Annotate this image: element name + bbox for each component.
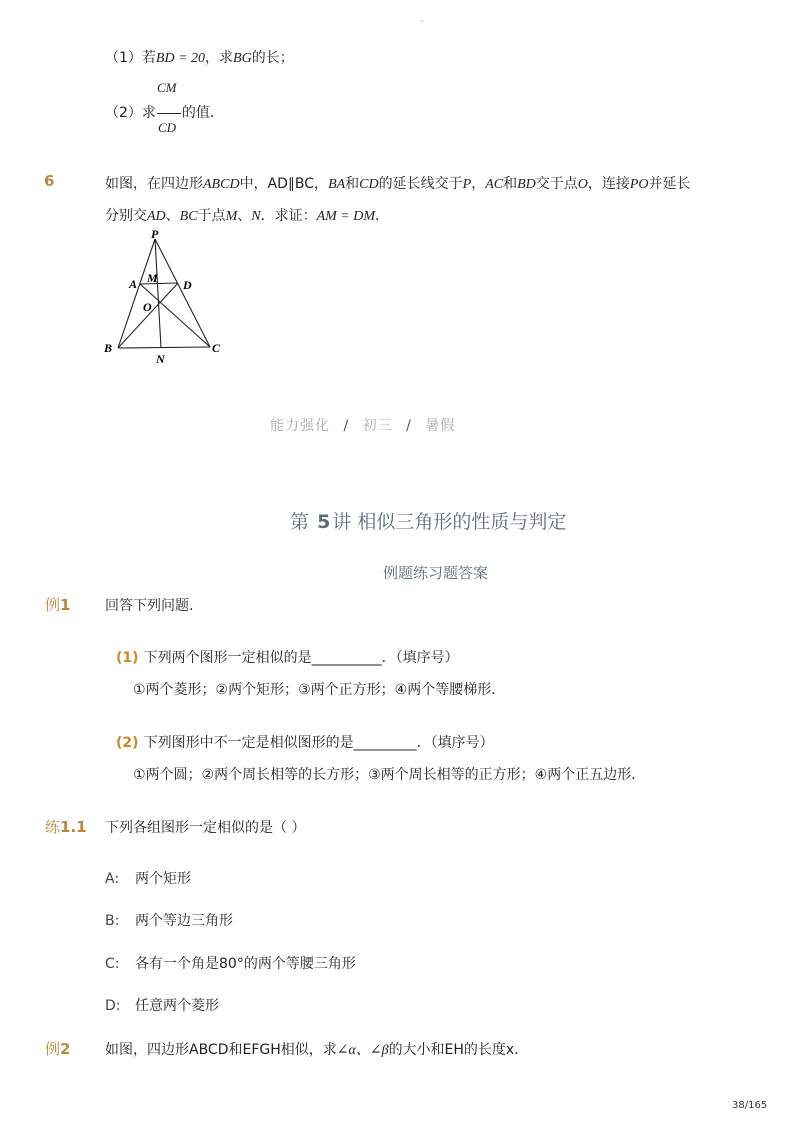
ex1-label — [45, 594, 70, 615]
label-A: A — [129, 277, 138, 291]
q6-line2-math: AM = DM — [316, 209, 376, 224]
top-mark: - — [420, 14, 424, 27]
lecture-title — [290, 507, 566, 534]
line-AD — [140, 283, 178, 284]
q6-line1-math: ABCD — [203, 177, 240, 192]
lecture-number: 5 — [317, 511, 331, 533]
choice-text: 两个等边三角形 — [135, 913, 233, 929]
ex1-sub1 — [116, 647, 459, 667]
q6-line1-text: 中，AD∥BC， — [239, 176, 329, 192]
q6-line1-text: 如图，在四边形 — [105, 176, 203, 192]
choice-text: 各有一个角是80°的两个等腰三角形 — [135, 956, 356, 972]
ex2-text — [105, 1039, 528, 1059]
ex2-math: ∠α、∠β — [336, 1043, 389, 1058]
label-C: C — [212, 341, 221, 355]
q5-part2 — [105, 102, 224, 122]
pr11-label-num: 1.1 — [60, 818, 87, 836]
breadcrumb-separator: / — [406, 418, 412, 434]
ex2-text-a: 如图，四边形ABCD和EFGH相似，求 — [105, 1042, 337, 1058]
q6-line2-math: BC — [179, 209, 198, 224]
section-subtitle: 例题练习题答案 — [383, 564, 489, 582]
q6-line2-math: M — [225, 209, 238, 224]
q6-line2 — [105, 205, 389, 225]
q5-part1-mid: ，求 — [205, 50, 234, 66]
q6-line1-text: 交于点 — [535, 176, 578, 192]
choice-a — [105, 868, 191, 888]
q6-line1-text: ， — [471, 176, 486, 192]
ex2-label — [45, 1038, 70, 1059]
choice-d — [105, 995, 219, 1015]
line-BC — [118, 347, 210, 348]
choice-text: 任意两个菱形 — [135, 998, 219, 1014]
q5-part1-prefix: （1）若 — [105, 50, 156, 66]
breadcrumb-item: 暑假 — [425, 418, 456, 434]
choice-letter: B: — [105, 913, 120, 929]
ex1-sub2-options: ①两个圆；②两个周长相等的长方形；③两个周长相等的正方形；④两个正五边形． — [133, 767, 646, 783]
q6-line1-math: BD — [517, 177, 536, 192]
line-PN — [155, 239, 161, 348]
q6-line1-math: P — [462, 177, 472, 192]
page-number: 38/165 — [732, 1100, 768, 1111]
line-BD — [118, 283, 178, 348]
q5-part1-math: BD = 20 — [155, 51, 206, 66]
q6-line1-math: PO — [629, 177, 649, 192]
q6-line1-math: O — [577, 177, 588, 192]
lecture-prefix: 第 — [290, 511, 310, 533]
q6-line1-math: CD — [359, 177, 379, 192]
label-M: M — [147, 271, 158, 285]
ex1-sub1-text: 下列两个图形一定相似的是__________．（填序号） — [143, 650, 459, 666]
q6-line2-math: AD — [147, 209, 166, 224]
label-B: B — [104, 341, 113, 355]
breadcrumb-item: 初三 — [362, 418, 393, 434]
label-D: D — [183, 278, 192, 292]
q6-line1-text: ，连接 — [587, 176, 630, 192]
q5-part1 — [105, 47, 294, 67]
q6-line1-text: 和 — [503, 176, 518, 192]
q6-line1-text: 和 — [345, 176, 360, 192]
choice-letter: A: — [105, 871, 120, 887]
choice-letter: D: — [105, 998, 121, 1014]
choice-c — [105, 953, 356, 973]
fraction-numerator: CM — [157, 80, 177, 95]
label-P: P — [151, 227, 159, 241]
breadcrumb-item: 能力强化 — [270, 418, 330, 434]
lecture-suffix: 讲 相似三角形的性质与判定 — [332, 511, 567, 533]
q5-part1-suffix: 的长； — [251, 50, 294, 66]
q6-line2-text: 分别交 — [105, 208, 147, 224]
ex1-sub1-options: ①两个菱形；②两个矩形；③两个正方形；④两个等腰梯形． — [133, 682, 506, 698]
q6-line1-text: 并延长 — [648, 176, 691, 192]
line-PB — [118, 239, 155, 348]
q6-line2-text: 、 — [165, 208, 180, 224]
q6-line1-math: BA — [328, 177, 346, 192]
q6-line2-text: 、 — [237, 208, 252, 224]
fraction-bar — [157, 113, 181, 114]
ex1-sub2-label: (2) — [116, 735, 139, 751]
q6-line1 — [105, 173, 691, 193]
pr11-label — [45, 816, 87, 837]
q6-line2-text: 于点 — [197, 208, 226, 224]
q5-part1-math2: BG — [233, 51, 252, 66]
breadcrumb-separator: / — [343, 418, 350, 434]
ex1-sub2 — [116, 732, 494, 752]
ex1-prompt: 回答下列问题. — [105, 598, 194, 614]
label-N: N — [156, 352, 165, 366]
ex2-text-b: 的大小和EH的长度x． — [388, 1042, 529, 1058]
q6-line2-text: ．求证： — [260, 208, 317, 224]
ex1-sub1-label: (1) — [116, 650, 139, 666]
q5-part2-suffix: 的值． — [181, 105, 224, 121]
ex2-label-num: 2 — [60, 1040, 71, 1058]
fraction-denominator: CD — [158, 120, 177, 135]
q5-part2-prefix: （2）求 — [105, 105, 156, 121]
q6-line1-math: AC — [485, 177, 504, 192]
line-AC — [140, 284, 210, 347]
choice-letter: C: — [105, 956, 120, 972]
pr11-label-text: 练 — [45, 818, 61, 836]
q6-line1-text: 的延长线交于 — [378, 176, 463, 192]
q6-line2-text: ． — [375, 208, 390, 224]
ex2-label-text: 例 — [45, 1040, 61, 1058]
line-PC — [155, 239, 210, 347]
ex1-sub2-text: 下列图形中不一定是相似图形的是_________．（填序号） — [143, 735, 494, 751]
choice-text: 两个矩形 — [135, 871, 191, 887]
question-number-6: 6 — [44, 172, 55, 190]
ex1-label-num: 1 — [60, 596, 71, 614]
breadcrumb — [270, 415, 455, 435]
pr11-prompt: 下列各组图形一定相似的是（ ） — [105, 820, 306, 836]
ex1-label-text: 例 — [45, 596, 61, 614]
label-O: O — [143, 300, 152, 314]
geometry-figure — [95, 225, 235, 370]
q6-line2-math: N — [251, 209, 261, 224]
choice-b — [105, 910, 233, 930]
